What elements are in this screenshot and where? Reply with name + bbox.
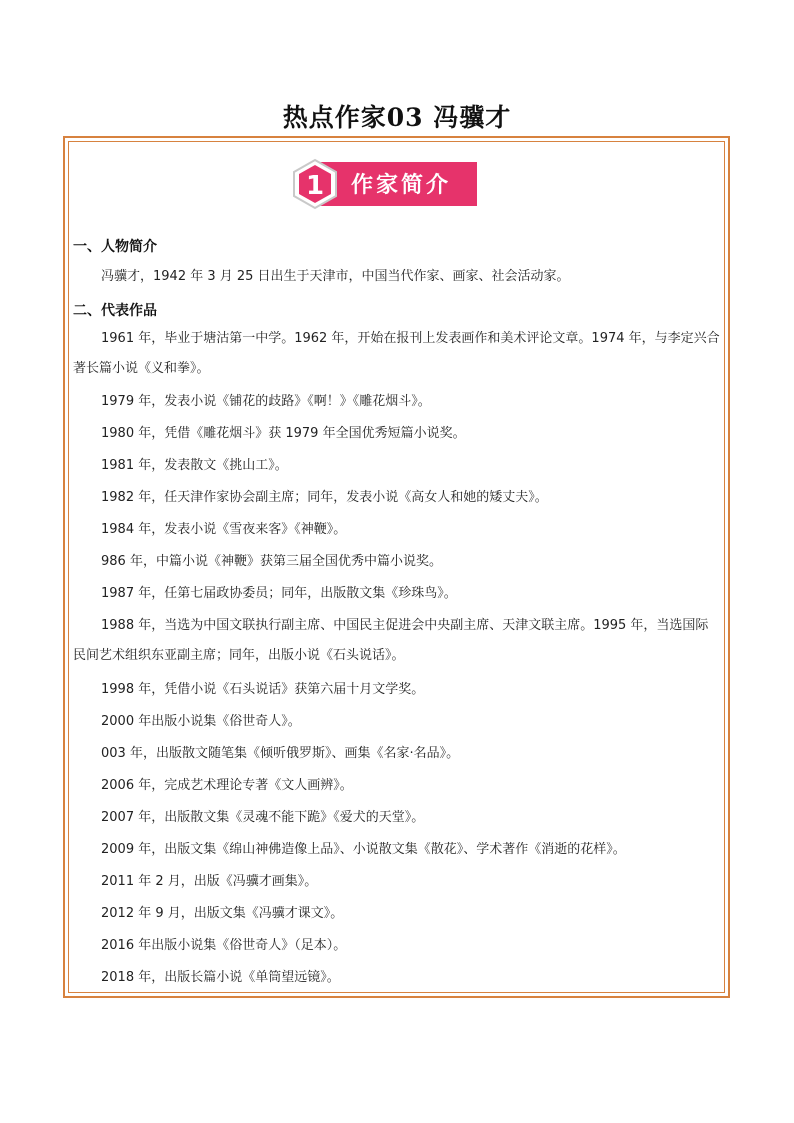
work-item [73,931,721,961]
work-item-text: 1984 年，发表小说《雪夜来客》《神鞭》。 [101,522,347,537]
work-item [73,739,721,769]
work-item-text: 2007 年，出版散文集《灵魂不能下跪》《爱犬的天堂》。 [101,810,425,825]
work-item-text: 2009 年，出版文集《绵山神佛造像上品》、小说散文集《散花》、学术著作《消逝的花样》。 [101,842,626,857]
work-item [73,611,721,671]
section-banner [289,158,477,210]
work-item-text: 003 年，出版散文随笔集《倾听俄罗斯》、画集《名家·名品》。 [101,746,460,761]
work-item [73,547,721,577]
banner-label: 作家简介 [351,173,452,198]
section-heading-works: 二、代表作品 [73,303,157,319]
section-heading-bio: 一、人物简介 [73,239,157,255]
work-item-text: 1998 年，凭借小说《石头说话》获第六届十月文学奖。 [101,682,425,697]
work-item-text: 1982 年，任天津作家协会副主席；同年，发表小说《高女人和她的矮丈夫》。 [101,490,548,505]
work-item [73,324,721,384]
work-item-text: 1987 年，任第七届政协委员；同年，出版散文集《珍珠鸟》。 [101,586,457,601]
banner-number: 1 [305,171,325,201]
work-item-text: 1988 年，当选为中国文联执行副主席、中国民主促进会中央副主席、天津文联主席。1995 年，当选国际民间艺术组织东亚副主席；同年，出版小说《石头说话》。 [73,618,709,663]
work-item [73,899,721,929]
work-item [73,963,721,993]
work-item [73,867,721,897]
work-item [73,579,721,609]
work-item [73,387,721,417]
work-item-text: 2000 年出版小说集《俗世奇人》。 [101,714,301,729]
work-item-text: 1961 年，毕业于塘沽第一中学。1962 年，开始在报刊上发表画作和美术评论文章。1974 年，与李定兴合著长篇小说《义和拳》。 [73,331,720,376]
work-item [73,419,721,449]
work-item-text: 2011 年 2 月，出版《冯骥才画集》。 [101,874,318,889]
work-item-text: 2016 年出版小说集《俗世奇人》（足本）。 [101,938,347,953]
work-item [73,675,721,705]
bio-text: 冯骥才，1942 年 3 月 25 日出生于天津市，中国当代作家、画家、社会活动家。 [101,269,570,284]
work-item-text: 2012 年 9 月，出版文集《冯骥才课文》。 [101,906,344,921]
work-item [73,803,721,833]
work-item-text: 1979 年，发表小说《铺花的歧路》《啊！》《雕花烟斗》。 [101,394,431,409]
work-item [73,515,721,545]
bio-paragraph [73,262,721,292]
work-item-text: 986 年，中篇小说《神鞭》获第三届全国优秀中篇小说奖。 [101,554,442,569]
work-item [73,771,721,801]
work-item [73,451,721,481]
page-title: 热点作家03 冯骥才 [282,103,512,132]
work-item [73,707,721,737]
work-item-text: 1981 年，发表散文《挑山工》。 [101,458,288,473]
work-item-text: 1980 年，凭借《雕花烟斗》获 1979 年全国优秀短篇小说奖。 [101,426,466,441]
work-item [73,835,721,865]
work-item-text: 2006 年，完成艺术理论专著《文人画辨》。 [101,778,353,793]
work-item [73,483,721,513]
work-item-text: 2018 年，出版长篇小说《单筒望远镜》。 [101,970,340,985]
